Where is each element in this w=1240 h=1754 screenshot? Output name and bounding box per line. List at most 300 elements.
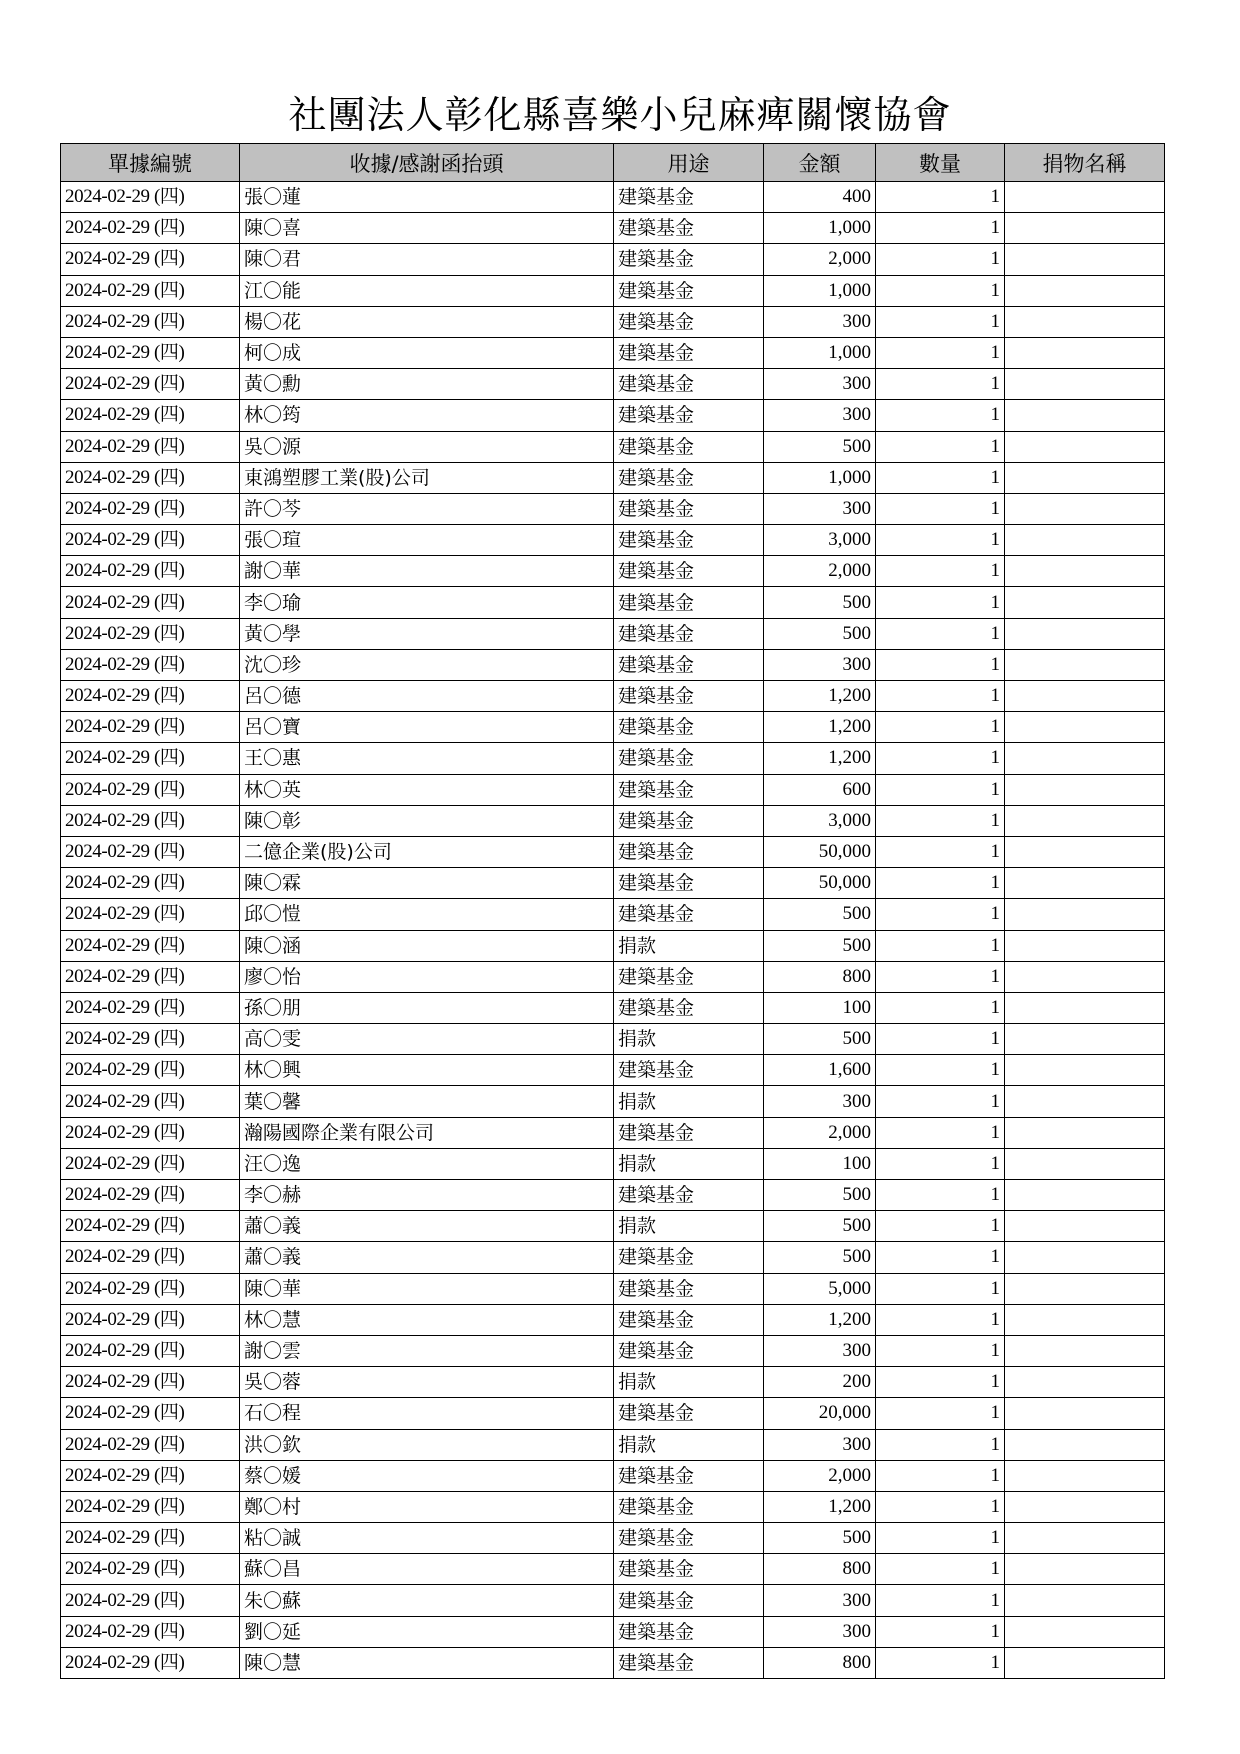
amount-cell: 5,000 (764, 1273, 876, 1304)
purpose-cell: 建築基金 (614, 992, 764, 1023)
donation-table (60, 143, 1165, 1679)
item-name-cell (1005, 868, 1165, 899)
quantity-cell: 1 (876, 961, 1005, 992)
receipt-title-cell: 陳〇華 (240, 1273, 614, 1304)
table-row (61, 1211, 1165, 1242)
receipt-date-cell: 2024-02-29 (四) (61, 1367, 240, 1398)
receipt-title-cell: 謝〇華 (240, 556, 614, 587)
quantity-cell: 1 (876, 1554, 1005, 1585)
receipt-date-cell: 2024-02-29 (四) (61, 462, 240, 493)
receipt-date-cell: 2024-02-29 (四) (61, 1647, 240, 1678)
amount-cell: 500 (764, 1242, 876, 1273)
receipt-title-cell: 呂〇寶 (240, 712, 614, 743)
table-row (61, 1304, 1165, 1335)
receipt-date-cell: 2024-02-29 (四) (61, 1148, 240, 1179)
receipt-title-cell: 二億企業(股)公司 (240, 836, 614, 867)
quantity-cell: 1 (876, 244, 1005, 275)
quantity-cell: 1 (876, 525, 1005, 556)
receipt-date-cell: 2024-02-29 (四) (61, 182, 240, 213)
item-name-cell (1005, 743, 1165, 774)
quantity-cell: 1 (876, 493, 1005, 524)
purpose-cell: 建築基金 (614, 1616, 764, 1647)
purpose-cell: 建築基金 (614, 556, 764, 587)
receipt-date-cell: 2024-02-29 (四) (61, 930, 240, 961)
receipt-date-cell: 2024-02-29 (四) (61, 712, 240, 743)
purpose-cell: 建築基金 (614, 805, 764, 836)
quantity-cell: 1 (876, 400, 1005, 431)
table-row (61, 213, 1165, 244)
quantity-cell: 1 (876, 681, 1005, 712)
item-name-cell (1005, 275, 1165, 306)
purpose-cell: 建築基金 (614, 1055, 764, 1086)
quantity-cell: 1 (876, 868, 1005, 899)
amount-cell: 1,200 (764, 1491, 876, 1522)
receipt-title-cell: 陳〇慧 (240, 1647, 614, 1678)
amount-cell: 500 (764, 930, 876, 961)
receipt-date-cell: 2024-02-29 (四) (61, 1273, 240, 1304)
amount-cell: 400 (764, 182, 876, 213)
amount-cell: 100 (764, 992, 876, 1023)
receipt-title-cell: 吳〇蓉 (240, 1367, 614, 1398)
table-row (61, 306, 1165, 337)
amount-cell: 1,600 (764, 1055, 876, 1086)
item-name-cell (1005, 618, 1165, 649)
purpose-cell: 建築基金 (614, 213, 764, 244)
item-name-cell (1005, 1460, 1165, 1491)
receipt-title-cell: 楊〇花 (240, 306, 614, 337)
receipt-date-cell: 2024-02-29 (四) (61, 649, 240, 680)
purpose-cell: 建築基金 (614, 1585, 764, 1616)
item-name-cell (1005, 1242, 1165, 1273)
table-row (61, 1585, 1165, 1616)
amount-cell: 300 (764, 493, 876, 524)
receipt-date-cell: 2024-02-29 (四) (61, 1335, 240, 1366)
receipt-title-cell: 陳〇霖 (240, 868, 614, 899)
receipt-title-cell: 陳〇彰 (240, 805, 614, 836)
amount-cell: 2,000 (764, 1460, 876, 1491)
quantity-cell: 1 (876, 1242, 1005, 1273)
receipt-title-cell: 廖〇怡 (240, 961, 614, 992)
table-row (61, 182, 1165, 213)
purpose-cell: 捐款 (614, 1211, 764, 1242)
table-row (61, 774, 1165, 805)
table-row (61, 587, 1165, 618)
table-body (61, 182, 1165, 1679)
quantity-cell: 1 (876, 1304, 1005, 1335)
purpose-cell: 建築基金 (614, 1242, 764, 1273)
receipt-date-cell: 2024-02-29 (四) (61, 681, 240, 712)
purpose-cell: 建築基金 (614, 712, 764, 743)
receipt-title-cell: 呂〇德 (240, 681, 614, 712)
quantity-cell: 1 (876, 1117, 1005, 1148)
quantity-cell: 1 (876, 1148, 1005, 1179)
purpose-cell: 建築基金 (614, 743, 764, 774)
amount-cell: 500 (764, 1523, 876, 1554)
receipt-date-cell: 2024-02-29 (四) (61, 743, 240, 774)
amount-cell: 3,000 (764, 805, 876, 836)
purpose-cell: 建築基金 (614, 774, 764, 805)
amount-cell: 800 (764, 1647, 876, 1678)
item-name-cell (1005, 587, 1165, 618)
receipt-date-cell: 2024-02-29 (四) (61, 337, 240, 368)
receipt-title-cell: 許〇芩 (240, 493, 614, 524)
receipt-date-cell: 2024-02-29 (四) (61, 556, 240, 587)
purpose-cell: 建築基金 (614, 369, 764, 400)
table-row (61, 1024, 1165, 1055)
table-row (61, 1616, 1165, 1647)
receipt-date-cell: 2024-02-29 (四) (61, 1024, 240, 1055)
amount-cell: 300 (764, 1086, 876, 1117)
item-name-cell (1005, 182, 1165, 213)
receipt-date-cell: 2024-02-29 (四) (61, 805, 240, 836)
amount-cell: 300 (764, 1616, 876, 1647)
purpose-cell: 建築基金 (614, 1335, 764, 1366)
receipt-date-cell: 2024-02-29 (四) (61, 618, 240, 649)
receipt-title-cell: 朱〇蘇 (240, 1585, 614, 1616)
item-name-cell (1005, 836, 1165, 867)
item-name-cell (1005, 961, 1165, 992)
item-name-cell (1005, 213, 1165, 244)
receipt-title-cell: 劉〇延 (240, 1616, 614, 1647)
purpose-cell: 建築基金 (614, 1180, 764, 1211)
purpose-cell: 捐款 (614, 1024, 764, 1055)
table-row (61, 556, 1165, 587)
column-header-amount: 金額 (764, 144, 876, 182)
item-name-cell (1005, 1273, 1165, 1304)
purpose-cell: 建築基金 (614, 1117, 764, 1148)
quantity-cell: 1 (876, 1273, 1005, 1304)
receipt-title-cell: 柯〇成 (240, 337, 614, 368)
page-title: 社團法人彰化縣喜樂小兒麻痺關懷協會 (288, 93, 952, 137)
purpose-cell: 建築基金 (614, 244, 764, 275)
receipt-title-cell: 陳〇君 (240, 244, 614, 275)
receipt-title-cell: 謝〇雲 (240, 1335, 614, 1366)
amount-cell: 300 (764, 1335, 876, 1366)
table-row (61, 525, 1165, 556)
amount-cell: 1,200 (764, 712, 876, 743)
table-row (61, 275, 1165, 306)
purpose-cell: 捐款 (614, 930, 764, 961)
receipt-date-cell: 2024-02-29 (四) (61, 306, 240, 337)
purpose-cell: 建築基金 (614, 899, 764, 930)
table-row (61, 805, 1165, 836)
purpose-cell: 建築基金 (614, 275, 764, 306)
table-row (61, 1117, 1165, 1148)
item-name-cell (1005, 1647, 1165, 1678)
amount-cell: 3,000 (764, 525, 876, 556)
table-row (61, 1429, 1165, 1460)
item-name-cell (1005, 337, 1165, 368)
table-row (61, 836, 1165, 867)
item-name-cell (1005, 462, 1165, 493)
table-row (61, 369, 1165, 400)
item-name-cell (1005, 1554, 1165, 1585)
table-row (61, 1647, 1165, 1678)
amount-cell: 1,200 (764, 743, 876, 774)
receipt-date-cell: 2024-02-29 (四) (61, 400, 240, 431)
amount-cell: 500 (764, 1180, 876, 1211)
table-row (61, 1398, 1165, 1429)
column-header-item-name: 捐物名稱 (1005, 144, 1165, 182)
table-row (61, 1148, 1165, 1179)
receipt-title-cell: 沈〇珍 (240, 649, 614, 680)
amount-cell: 300 (764, 306, 876, 337)
table-row (61, 1460, 1165, 1491)
receipt-title-cell: 蘇〇昌 (240, 1554, 614, 1585)
receipt-title-cell: 陳〇喜 (240, 213, 614, 244)
receipt-title-cell: 邱〇愷 (240, 899, 614, 930)
receipt-date-cell: 2024-02-29 (四) (61, 369, 240, 400)
quantity-cell: 1 (876, 1024, 1005, 1055)
item-name-cell (1005, 805, 1165, 836)
table-row (61, 961, 1165, 992)
purpose-cell: 建築基金 (614, 1491, 764, 1522)
receipt-title-cell: 蔡〇媛 (240, 1460, 614, 1491)
table-row (61, 400, 1165, 431)
column-header-receipt-title: 收據/感謝函抬頭 (240, 144, 614, 182)
table-header-row (61, 144, 1165, 182)
item-name-cell (1005, 431, 1165, 462)
item-name-cell (1005, 556, 1165, 587)
table-row (61, 462, 1165, 493)
quantity-cell: 1 (876, 774, 1005, 805)
purpose-cell: 建築基金 (614, 1460, 764, 1491)
purpose-cell: 建築基金 (614, 1523, 764, 1554)
column-header-receipt-number: 單據編號 (61, 144, 240, 182)
quantity-cell: 1 (876, 587, 1005, 618)
purpose-cell: 建築基金 (614, 1273, 764, 1304)
item-name-cell (1005, 1491, 1165, 1522)
item-name-cell (1005, 1055, 1165, 1086)
item-name-cell (1005, 244, 1165, 275)
receipt-title-cell: 蕭〇義 (240, 1242, 614, 1273)
table-row (61, 992, 1165, 1023)
quantity-cell: 1 (876, 1086, 1005, 1117)
receipt-date-cell: 2024-02-29 (四) (61, 1460, 240, 1491)
quantity-cell: 1 (876, 1491, 1005, 1522)
table-row (61, 1242, 1165, 1273)
receipt-date-cell: 2024-02-29 (四) (61, 836, 240, 867)
quantity-cell: 1 (876, 618, 1005, 649)
quantity-cell: 1 (876, 712, 1005, 743)
purpose-cell: 捐款 (614, 1086, 764, 1117)
quantity-cell: 1 (876, 1180, 1005, 1211)
amount-cell: 300 (764, 400, 876, 431)
receipt-date-cell: 2024-02-29 (四) (61, 1398, 240, 1429)
quantity-cell: 1 (876, 1429, 1005, 1460)
item-name-cell (1005, 1086, 1165, 1117)
amount-cell: 2,000 (764, 556, 876, 587)
item-name-cell (1005, 930, 1165, 961)
receipt-title-cell: 張〇蓮 (240, 182, 614, 213)
quantity-cell: 1 (876, 836, 1005, 867)
quantity-cell: 1 (876, 1211, 1005, 1242)
table-row (61, 899, 1165, 930)
receipt-title-cell: 高〇雯 (240, 1024, 614, 1055)
item-name-cell (1005, 1148, 1165, 1179)
receipt-title-cell: 汪〇逸 (240, 1148, 614, 1179)
item-name-cell (1005, 1398, 1165, 1429)
purpose-cell: 建築基金 (614, 306, 764, 337)
receipt-title-cell: 東鴻塑膠工業(股)公司 (240, 462, 614, 493)
item-name-cell (1005, 899, 1165, 930)
item-name-cell (1005, 712, 1165, 743)
quantity-cell: 1 (876, 899, 1005, 930)
quantity-cell: 1 (876, 1647, 1005, 1678)
purpose-cell: 建築基金 (614, 1398, 764, 1429)
purpose-cell: 建築基金 (614, 1554, 764, 1585)
purpose-cell: 捐款 (614, 1148, 764, 1179)
receipt-date-cell: 2024-02-29 (四) (61, 1304, 240, 1335)
receipt-title-cell: 林〇興 (240, 1055, 614, 1086)
item-name-cell (1005, 1117, 1165, 1148)
receipt-date-cell: 2024-02-29 (四) (61, 899, 240, 930)
purpose-cell: 建築基金 (614, 1304, 764, 1335)
table-row (61, 1491, 1165, 1522)
quantity-cell: 1 (876, 805, 1005, 836)
receipt-title-cell: 林〇慧 (240, 1304, 614, 1335)
receipt-date-cell: 2024-02-29 (四) (61, 1523, 240, 1554)
receipt-date-cell: 2024-02-29 (四) (61, 213, 240, 244)
purpose-cell: 捐款 (614, 1429, 764, 1460)
receipt-title-cell: 粘〇誠 (240, 1523, 614, 1554)
quantity-cell: 1 (876, 1335, 1005, 1366)
quantity-cell: 1 (876, 462, 1005, 493)
quantity-cell: 1 (876, 1367, 1005, 1398)
quantity-cell: 1 (876, 1055, 1005, 1086)
receipt-title-cell: 蕭〇義 (240, 1211, 614, 1242)
receipt-date-cell: 2024-02-29 (四) (61, 1211, 240, 1242)
purpose-cell: 捐款 (614, 1367, 764, 1398)
table-row (61, 743, 1165, 774)
table-row (61, 1554, 1165, 1585)
item-name-cell (1005, 1211, 1165, 1242)
purpose-cell: 建築基金 (614, 1647, 764, 1678)
receipt-date-cell: 2024-02-29 (四) (61, 1055, 240, 1086)
table-row (61, 1055, 1165, 1086)
table-row (61, 493, 1165, 524)
item-name-cell (1005, 1335, 1165, 1366)
table-row (61, 681, 1165, 712)
purpose-cell: 建築基金 (614, 400, 764, 431)
quantity-cell: 1 (876, 337, 1005, 368)
item-name-cell (1005, 493, 1165, 524)
receipt-date-cell: 2024-02-29 (四) (61, 1117, 240, 1148)
purpose-cell: 建築基金 (614, 337, 764, 368)
quantity-cell: 1 (876, 743, 1005, 774)
table-row (61, 1180, 1165, 1211)
item-name-cell (1005, 1585, 1165, 1616)
table-row (61, 930, 1165, 961)
quantity-cell: 1 (876, 556, 1005, 587)
amount-cell: 2,000 (764, 244, 876, 275)
quantity-cell: 1 (876, 649, 1005, 680)
table-row (61, 712, 1165, 743)
receipt-title-cell: 吳〇源 (240, 431, 614, 462)
quantity-cell: 1 (876, 431, 1005, 462)
receipt-date-cell: 2024-02-29 (四) (61, 431, 240, 462)
receipt-date-cell: 2024-02-29 (四) (61, 244, 240, 275)
quantity-cell: 1 (876, 1616, 1005, 1647)
item-name-cell (1005, 1180, 1165, 1211)
receipt-date-cell: 2024-02-29 (四) (61, 1616, 240, 1647)
item-name-cell (1005, 1304, 1165, 1335)
purpose-cell: 建築基金 (614, 618, 764, 649)
item-name-cell (1005, 306, 1165, 337)
quantity-cell: 1 (876, 213, 1005, 244)
receipt-title-cell: 李〇赫 (240, 1180, 614, 1211)
amount-cell: 600 (764, 774, 876, 805)
item-name-cell (1005, 525, 1165, 556)
amount-cell: 1,200 (764, 681, 876, 712)
receipt-title-cell: 孫〇朋 (240, 992, 614, 1023)
receipt-title-cell: 李〇瑜 (240, 587, 614, 618)
quantity-cell: 1 (876, 369, 1005, 400)
amount-cell: 2,000 (764, 1117, 876, 1148)
item-name-cell (1005, 681, 1165, 712)
table-row (61, 649, 1165, 680)
item-name-cell (1005, 1367, 1165, 1398)
receipt-title-cell: 石〇程 (240, 1398, 614, 1429)
table-row (61, 618, 1165, 649)
receipt-date-cell: 2024-02-29 (四) (61, 1491, 240, 1522)
amount-cell: 20,000 (764, 1398, 876, 1429)
quantity-cell: 1 (876, 275, 1005, 306)
receipt-date-cell: 2024-02-29 (四) (61, 1180, 240, 1211)
table-row (61, 337, 1165, 368)
quantity-cell: 1 (876, 992, 1005, 1023)
item-name-cell (1005, 1429, 1165, 1460)
receipt-title-cell: 陳〇涵 (240, 930, 614, 961)
amount-cell: 50,000 (764, 868, 876, 899)
item-name-cell (1005, 992, 1165, 1023)
receipt-date-cell: 2024-02-29 (四) (61, 1086, 240, 1117)
receipt-title-cell: 黃〇勳 (240, 369, 614, 400)
quantity-cell: 1 (876, 182, 1005, 213)
amount-cell: 1,000 (764, 213, 876, 244)
table-row (61, 431, 1165, 462)
purpose-cell: 建築基金 (614, 493, 764, 524)
amount-cell: 300 (764, 1585, 876, 1616)
table-row (61, 868, 1165, 899)
receipt-date-cell: 2024-02-29 (四) (61, 1585, 240, 1616)
purpose-cell: 建築基金 (614, 525, 764, 556)
receipt-date-cell: 2024-02-29 (四) (61, 992, 240, 1023)
purpose-cell: 建築基金 (614, 868, 764, 899)
table-row (61, 1086, 1165, 1117)
receipt-title-cell: 洪〇欽 (240, 1429, 614, 1460)
amount-cell: 50,000 (764, 836, 876, 867)
amount-cell: 300 (764, 649, 876, 680)
purpose-cell: 建築基金 (614, 182, 764, 213)
table-row (61, 1523, 1165, 1554)
column-header-quantity: 數量 (876, 144, 1005, 182)
quantity-cell: 1 (876, 930, 1005, 961)
purpose-cell: 建築基金 (614, 649, 764, 680)
table-row (61, 1335, 1165, 1366)
quantity-cell: 1 (876, 1460, 1005, 1491)
receipt-date-cell: 2024-02-29 (四) (61, 275, 240, 306)
purpose-cell: 建築基金 (614, 431, 764, 462)
purpose-cell: 建築基金 (614, 961, 764, 992)
receipt-title-cell: 瀚陽國際企業有限公司 (240, 1117, 614, 1148)
receipt-date-cell: 2024-02-29 (四) (61, 525, 240, 556)
purpose-cell: 建築基金 (614, 462, 764, 493)
amount-cell: 1,200 (764, 1304, 876, 1335)
amount-cell: 1,000 (764, 337, 876, 368)
amount-cell: 500 (764, 1211, 876, 1242)
item-name-cell (1005, 1616, 1165, 1647)
